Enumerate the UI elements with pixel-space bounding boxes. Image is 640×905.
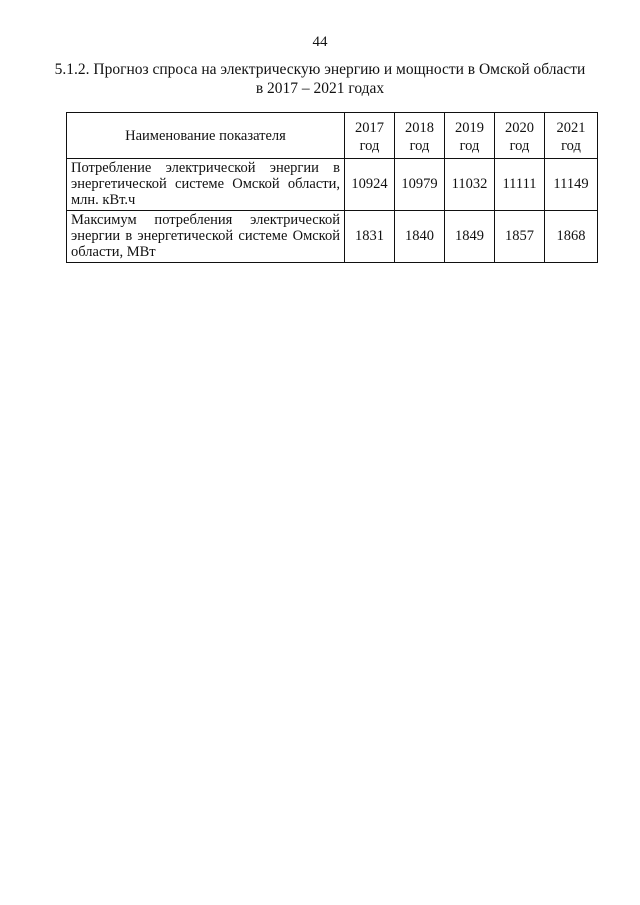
value-cell: 1840 xyxy=(395,211,445,263)
value-cell: 1849 xyxy=(445,211,495,263)
value-cell: 11032 xyxy=(445,159,495,211)
header-year-unit: год xyxy=(509,137,530,154)
value-cell: 1857 xyxy=(495,211,545,263)
header-year-unit: год xyxy=(561,137,581,154)
value-cell: 10979 xyxy=(395,159,445,211)
header-year-unit: год xyxy=(459,137,480,154)
section-title-line-2: в 2017 – 2021 годах xyxy=(255,80,385,97)
header-year-2018 xyxy=(395,113,445,159)
forecast-table xyxy=(66,112,598,263)
table-row-energy-consumption xyxy=(67,159,598,211)
section-title xyxy=(40,60,600,98)
value-cell: 1868 xyxy=(545,211,598,263)
header-indicator-name: Наименование показателя xyxy=(67,113,345,159)
value-cell: 11111 xyxy=(495,159,545,211)
header-year: 2018 xyxy=(405,119,434,136)
indicator-name: Потребление электрической энергии в энергетической системе Омской области, млн. кВт.ч xyxy=(67,159,345,211)
table-header-row xyxy=(67,113,598,159)
header-year: 2020 xyxy=(505,119,534,136)
value-cell: 11149 xyxy=(545,159,598,211)
page-number: 44 xyxy=(312,34,328,50)
header-year: 2021 xyxy=(556,119,586,136)
header-year-2017 xyxy=(345,113,395,159)
header-year-unit: год xyxy=(409,137,430,154)
value-cell: 10924 xyxy=(345,159,395,211)
section-title-line-1: 5.1.2. Прогноз спроса на электрическую энергию и мощности в Омской области xyxy=(54,61,586,78)
header-year: 2019 xyxy=(455,119,484,136)
header-year-2021 xyxy=(545,113,598,159)
header-year-unit: год xyxy=(359,137,380,154)
value-cell: 1831 xyxy=(345,211,395,263)
indicator-name: Максимум потребления электрической энергии в энергетической системе Омской области, МВт xyxy=(67,211,345,263)
header-year: 2017 xyxy=(355,119,384,136)
table-row-peak-demand xyxy=(67,211,598,263)
header-year-2019 xyxy=(445,113,495,159)
header-year-2020 xyxy=(495,113,545,159)
